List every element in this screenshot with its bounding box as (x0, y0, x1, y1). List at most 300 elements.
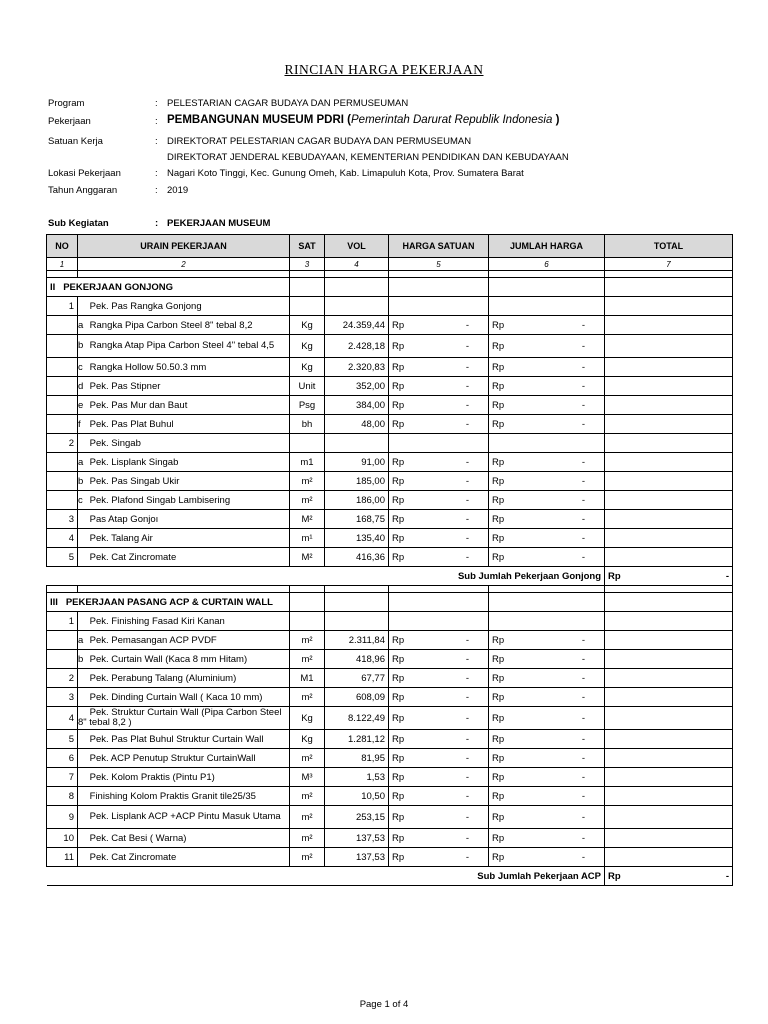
currency-label: Rp (492, 790, 505, 802)
currency-label: Rp (392, 380, 405, 392)
amount-dash: - (581, 418, 585, 430)
section-number: III (50, 596, 58, 608)
meta-colon: : (155, 136, 158, 147)
unit-price (389, 730, 489, 749)
amount-dash: - (581, 733, 585, 745)
empty-cell (290, 593, 325, 612)
empty-cell (489, 278, 605, 297)
table-row (47, 297, 733, 316)
row-number (47, 631, 78, 650)
row-total (605, 529, 733, 548)
row-description (78, 377, 290, 396)
subtotal-label: Sub Jumlah Pekerjaan Gonjong (47, 567, 605, 586)
row-sub-letter: c (78, 361, 83, 373)
section-title (47, 278, 290, 297)
table-row (47, 669, 733, 688)
amount (489, 529, 605, 548)
amount (489, 688, 605, 707)
page-footer: Page 1 of 4 (359, 999, 409, 1010)
table-row (47, 631, 733, 650)
row-unit: bh (290, 415, 325, 434)
row-description (78, 848, 290, 867)
amount-dash: - (465, 752, 469, 764)
spacer-cell (389, 586, 489, 593)
unit-price (389, 472, 489, 491)
currency-label: Rp (492, 456, 505, 468)
row-unit: m² (290, 688, 325, 707)
amount (489, 612, 605, 631)
empty-cell (605, 593, 733, 612)
row-number (47, 377, 78, 396)
row-description (78, 612, 290, 631)
currency-label: Rp (392, 811, 405, 823)
spacer-row (47, 271, 733, 278)
table-row (47, 377, 733, 396)
unit-price (389, 396, 489, 415)
row-unit: M³ (290, 768, 325, 787)
amount (489, 434, 605, 453)
row-sub-letter: a (78, 319, 84, 331)
row-desc-text: Pas Atap Gonjoı (89, 513, 159, 525)
meta-row (48, 218, 748, 232)
unit-price (389, 434, 489, 453)
table-row (47, 707, 733, 730)
column-number: 3 (290, 258, 325, 271)
currency-label: Rp (492, 532, 505, 544)
row-description (78, 415, 290, 434)
amount-dash: - (465, 532, 469, 544)
row-desc-text: Pek. Pas Stipner (89, 380, 161, 392)
row-desc-text: Pek. Pas Plat Buhul Struktur Curtain Wall (89, 733, 264, 745)
currency-label: Rp (392, 475, 405, 487)
currency-label: Rp (492, 380, 505, 392)
row-desc-text: Rangka Pipa Carbon Steel 8" tebal 8,2 (89, 319, 253, 331)
currency-label: Rp (392, 513, 405, 525)
row-desc-text: Pek. Pas Rangka Gonjong (89, 300, 202, 312)
row-total (605, 548, 733, 567)
section-title (47, 593, 290, 612)
row-total (605, 396, 733, 415)
row-description (78, 434, 290, 453)
meta-label: Sub Kegiatan (48, 218, 109, 229)
row-description (78, 631, 290, 650)
meta-row (48, 98, 748, 112)
amount (489, 297, 605, 316)
amount (489, 749, 605, 768)
amount-dash: - (581, 634, 585, 646)
row-total (605, 612, 733, 631)
currency-label: Rp (492, 752, 505, 764)
spacer-cell (489, 586, 605, 593)
currency-label: Rp (492, 494, 505, 506)
amount-dash: - (581, 771, 585, 783)
unit-price (389, 650, 489, 669)
meta-row (48, 168, 748, 182)
amount-dash: - (465, 380, 469, 392)
row-volume: 24.359,44 (325, 316, 389, 335)
amount-dash: - (581, 790, 585, 802)
row-unit: m² (290, 806, 325, 829)
row-total (605, 472, 733, 491)
row-desc-text: Pek. Finishing Fasad Kiri Kanan (89, 615, 225, 627)
currency-label: Rp (392, 361, 405, 373)
row-description (78, 768, 290, 787)
row-description (78, 829, 290, 848)
currency-label: Rp (392, 851, 405, 863)
table-row (47, 749, 733, 768)
currency-label: Rp (492, 672, 505, 684)
row-description (78, 707, 290, 730)
row-description (78, 548, 290, 567)
unit-price (389, 768, 489, 787)
row-volume: 168,75 (325, 510, 389, 529)
row-number (47, 396, 78, 415)
row-total (605, 491, 733, 510)
row-total (605, 297, 733, 316)
row-description (78, 650, 290, 669)
amount-dash: - (581, 380, 585, 392)
row-volume: 384,00 (325, 396, 389, 415)
row-number: 6 (47, 749, 78, 768)
unit-price (389, 749, 489, 768)
table-row (47, 335, 733, 358)
currency-label: Rp (492, 691, 505, 703)
row-number: 1 (47, 612, 78, 631)
unit-price (389, 358, 489, 377)
row-number (47, 415, 78, 434)
currency-label: Rp (492, 340, 505, 352)
unit-price (389, 631, 489, 650)
currency-label: Rp (392, 752, 405, 764)
row-desc-text: Pek. Pas Singab Ukir (89, 475, 180, 487)
row-sub-letter: e (78, 399, 84, 411)
empty-cell (389, 593, 489, 612)
row-description (78, 358, 290, 377)
row-total (605, 453, 733, 472)
row-unit: Kg (290, 335, 325, 358)
column-header: JUMLAH HARGA (489, 235, 605, 258)
unit-price (389, 688, 489, 707)
row-desc-text: Pek. Pemasangan ACP PVDF (89, 634, 217, 646)
amount-dash: - (465, 551, 469, 563)
currency-label: Rp (492, 634, 505, 646)
row-volume: 185,00 (325, 472, 389, 491)
row-sub-letter: f (78, 418, 81, 430)
amount-dash: - (581, 456, 585, 468)
currency-label: Rp (492, 475, 505, 487)
unit-price (389, 453, 489, 472)
table-row (47, 848, 733, 867)
amount-dash: - (581, 691, 585, 703)
amount (489, 829, 605, 848)
row-desc-text: Pek. Kolom Praktis (Pintu P1) (89, 771, 215, 783)
meta-value: PEKERJAAN MUSEUM (167, 218, 271, 229)
meta-value: 2019 (167, 185, 189, 196)
row-desc-text: Pek. Pas Mur dan Baut (89, 399, 188, 411)
row-volume: 81,95 (325, 749, 389, 768)
row-number (47, 491, 78, 510)
amount-dash: - (581, 851, 585, 863)
currency-label: Rp (392, 494, 405, 506)
table-row (47, 453, 733, 472)
meta-row (48, 116, 748, 130)
row-unit: Unit (290, 377, 325, 396)
currency-label: Rp (392, 399, 405, 411)
row-desc-text: Pek. Struktur Curtain Wall (Pipa Carbon Steel 8" tebal 8,2 ) (78, 707, 282, 728)
amount-dash: - (581, 532, 585, 544)
currency-label: Rp (492, 653, 505, 665)
amount-dash: - (581, 551, 585, 563)
column-header: NO (47, 235, 78, 258)
spacer-cell (325, 271, 389, 278)
currency-label: Rp (392, 672, 405, 684)
row-total (605, 650, 733, 669)
row-total (605, 669, 733, 688)
amount (489, 316, 605, 335)
currency-label: Rp (492, 361, 505, 373)
amount-dash: - (581, 340, 585, 352)
amount (489, 631, 605, 650)
row-desc-text: Pek. Plafond Singab Lambisering (89, 494, 231, 506)
currency-label: Rp (492, 319, 505, 331)
amount (489, 548, 605, 567)
row-unit (290, 297, 325, 316)
currency-label: Rp (392, 319, 405, 331)
column-number-row (47, 258, 733, 271)
unit-price (389, 415, 489, 434)
unit-price (389, 707, 489, 730)
amount-dash: - (581, 513, 585, 525)
row-desc-text: Pek. Cat Zincromate (89, 551, 177, 563)
spacer-cell (389, 271, 489, 278)
spacer-cell (47, 271, 78, 278)
unit-price (389, 787, 489, 806)
row-volume: 1.281,12 (325, 730, 389, 749)
row-number: 3 (47, 510, 78, 529)
row-unit: m² (290, 848, 325, 867)
currency-label: Rp (492, 851, 505, 863)
amount (489, 806, 605, 829)
row-volume: 186,00 (325, 491, 389, 510)
row-desc-text: Pek. Singab (89, 437, 141, 449)
row-number (47, 453, 78, 472)
row-desc-text: Pek. Talang Air (89, 532, 153, 544)
amount-dash: - (465, 634, 469, 646)
subtotal-value (605, 567, 733, 586)
amount-dash: - (465, 475, 469, 487)
spacer-cell (290, 271, 325, 278)
row-unit: m² (290, 650, 325, 669)
currency-label: Rp (392, 712, 405, 724)
subtotal-label: Sub Jumlah Pekerjaan ACP (47, 867, 605, 886)
subtotal-row (47, 567, 733, 586)
row-total (605, 631, 733, 650)
column-number: 4 (325, 258, 389, 271)
amount-dash: - (465, 513, 469, 525)
amount-dash: - (581, 811, 585, 823)
currency-label: Rp (392, 832, 405, 844)
meta-colon: : (155, 218, 159, 229)
column-number: 5 (389, 258, 489, 271)
currency-label: Rp (392, 551, 405, 563)
amount (489, 650, 605, 669)
row-unit: m² (290, 631, 325, 650)
row-desc-text: Pek. Dinding Curtain Wall ( Kaca 10 mm) (89, 691, 263, 703)
amount-dash: - (581, 712, 585, 724)
row-volume: 2.320,83 (325, 358, 389, 377)
amount (489, 707, 605, 730)
table-row (47, 806, 733, 829)
column-number: 6 (489, 258, 605, 271)
row-unit: m² (290, 472, 325, 491)
row-total (605, 415, 733, 434)
amount (489, 335, 605, 358)
row-description (78, 749, 290, 768)
row-unit: Psg (290, 396, 325, 415)
row-description (78, 472, 290, 491)
meta-value (167, 114, 559, 126)
meta-colon: : (155, 116, 158, 127)
unit-price (389, 806, 489, 829)
spacer-cell (325, 586, 389, 593)
section-name: PEKERJAAN GONJONG (63, 281, 174, 293)
row-description (78, 335, 290, 358)
spacer-cell (47, 586, 78, 593)
row-sub-letter: b (78, 653, 84, 665)
row-description (78, 688, 290, 707)
amount-dash: - (465, 418, 469, 430)
row-volume: 1,53 (325, 768, 389, 787)
row-total (605, 848, 733, 867)
currency-label: Rp (608, 870, 621, 882)
row-unit: M² (290, 510, 325, 529)
currency-label: Rp (392, 634, 405, 646)
amount-dash: - (465, 712, 469, 724)
row-volume: 137,53 (325, 848, 389, 867)
row-number (47, 358, 78, 377)
table-row (47, 396, 733, 415)
table-row (47, 829, 733, 848)
amount (489, 768, 605, 787)
row-total (605, 688, 733, 707)
unit-price (389, 529, 489, 548)
row-number (47, 650, 78, 669)
row-volume: 2.311,84 (325, 631, 389, 650)
amount-dash: - (465, 790, 469, 802)
subtotal-row (47, 867, 733, 886)
amount-dash: - (465, 771, 469, 783)
amount-dash: - (581, 475, 585, 487)
row-sub-letter: b (78, 340, 84, 351)
column-header: TOTAL (605, 235, 733, 258)
subtotal-value (605, 867, 733, 886)
row-total (605, 510, 733, 529)
row-unit: m1 (290, 453, 325, 472)
row-description (78, 806, 290, 829)
cost-table (46, 234, 733, 886)
amount (489, 453, 605, 472)
spacer-row (47, 586, 733, 593)
meta-label: Program (48, 98, 85, 109)
row-sub-letter: a (78, 634, 84, 646)
meta-value-end: ) (552, 114, 560, 126)
row-unit: m² (290, 829, 325, 848)
empty-cell (389, 278, 489, 297)
unit-price (389, 297, 489, 316)
section-row (47, 593, 733, 612)
table-row (47, 316, 733, 335)
row-total (605, 829, 733, 848)
table-row (47, 548, 733, 567)
currency-label: Rp (492, 832, 505, 844)
column-header: HARGA SATUAN (389, 235, 489, 258)
row-description (78, 730, 290, 749)
row-unit (290, 612, 325, 631)
row-number (47, 335, 78, 358)
amount-dash: - (581, 494, 585, 506)
currency-label: Rp (492, 399, 505, 411)
currency-label: Rp (392, 532, 405, 544)
row-description (78, 316, 290, 335)
meta-row (48, 185, 748, 199)
spacer-cell (78, 271, 290, 278)
row-number: 3 (47, 688, 78, 707)
unit-price (389, 548, 489, 567)
amount (489, 396, 605, 415)
empty-cell (489, 593, 605, 612)
amount (489, 472, 605, 491)
row-desc-text: Pek. Curtain Wall (Kaca 8 mm Hitam) (89, 653, 248, 665)
meta-colon: : (155, 98, 158, 109)
column-number: 7 (605, 258, 733, 271)
row-unit: Kg (290, 358, 325, 377)
meta-colon: : (155, 168, 158, 179)
row-number (47, 472, 78, 491)
meta-label: Tahun Anggaran (48, 185, 118, 196)
row-description (78, 669, 290, 688)
unit-price (389, 669, 489, 688)
row-unit: m¹ (290, 529, 325, 548)
row-volume: 416,36 (325, 548, 389, 567)
row-volume: 2.428,18 (325, 335, 389, 358)
spacer-cell (489, 271, 605, 278)
meta-value: PELESTARIAN CAGAR BUDAYA DAN PERMUSEUMAN (167, 98, 409, 109)
amount-dash: - (465, 494, 469, 506)
currency-label: Rp (392, 653, 405, 665)
column-header: URAIN PEKERJAAN (78, 235, 290, 258)
currency-label: Rp (392, 340, 405, 352)
table-row (47, 529, 733, 548)
row-total (605, 730, 733, 749)
row-description (78, 396, 290, 415)
amount-dash: - (581, 832, 585, 844)
meta-colon: : (155, 185, 158, 196)
amount-dash: - (465, 811, 469, 823)
row-volume: 8.122,49 (325, 707, 389, 730)
table-row (47, 650, 733, 669)
table-row (47, 415, 733, 434)
amount (489, 730, 605, 749)
row-sub-letter: d (78, 380, 84, 392)
row-total (605, 749, 733, 768)
currency-label: Rp (392, 771, 405, 783)
meta-label: Lokasi Pekerjaan (48, 168, 121, 179)
currency-label: Rp (492, 733, 505, 745)
row-number: 4 (47, 529, 78, 548)
meta-value: Nagari Koto Tinggi, Kec. Gunung Omeh, Kab. Limapuluh Kota, Prov. Sumatera Barat (167, 168, 524, 179)
unit-price (389, 848, 489, 867)
table-row (47, 787, 733, 806)
